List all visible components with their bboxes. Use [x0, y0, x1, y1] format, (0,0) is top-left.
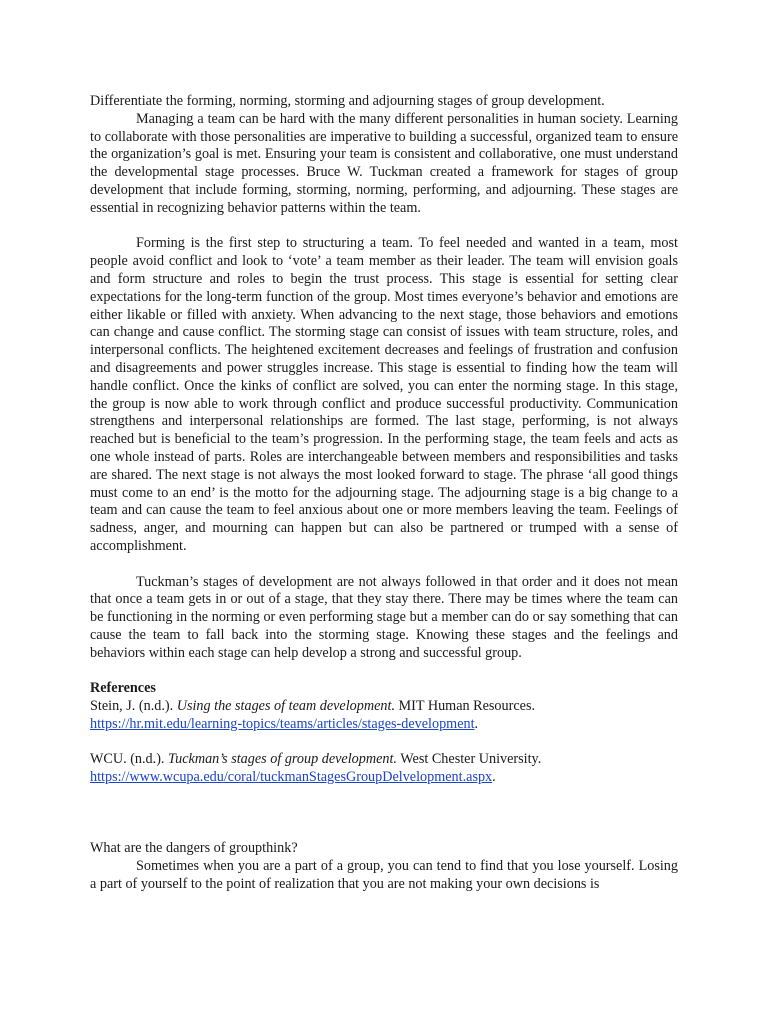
reference-author: WCU. (n.d.).: [90, 751, 165, 768]
reference-link-wcupa[interactable]: https://www.wcupa.edu/coral/tuckmanStagesGroupDelvelopment.aspx: [90, 769, 493, 786]
question-heading-stages: Differentiate the forming, norming, storming and adjourning stages of group development.: [90, 93, 605, 109]
reference-entry-stein: [90, 698, 678, 734]
document-page: [90, 93, 678, 894]
reference-author: Stein, J. (n.d.).: [90, 698, 174, 715]
body-paragraph-conclusion: Tuckman’s stages of development are not always followed in that order and it does not mean that once a team gets in or out of a stage, that they stay there. There may be times where the team can be functioning in the norming or even performing stage but a member can do or say something that can cause the team to fall back into the storming stage. Knowing these stages and the feelings and behaviors within each stage can help develop a strong and successful group.: [90, 573, 678, 661]
references-heading: References: [90, 680, 156, 697]
question-heading-groupthink: What are the dangers of groupthink?: [90, 840, 298, 857]
reference-entry-wcu: [90, 751, 678, 787]
body-paragraph-groupthink: Sometimes when you are a part of a group, you can tend to find that you lose yourself. Losing a part of yourself to the point of realization that you are not making your own decisions is: [90, 858, 678, 893]
reference-title: Tuckman’s stages of group development.: [168, 751, 397, 768]
reference-trailing-period: .: [474, 715, 479, 732]
reference-trailing-period: .: [492, 769, 496, 786]
body-paragraph-intro: Managing a team can be hard with the many different personalities in human society. Learning to collaborate with those personalities are imperative to building a successful, organized team to ensure the organization’s goal is met. Ensuring your team is consistent and collaborative, one must understand the developmental stage processes. Bruce W. Tuckman created a framework for stages of group development that include forming, storming, norming, performing, and adjourning. These stages are essential in recognizing behavior patterns within the team.: [90, 110, 678, 216]
reference-title: Using the stages of team development.: [176, 698, 395, 715]
reference-link-mit[interactable]: https://hr.mit.edu/learning-topics/teams/articles/stages-development: [90, 715, 475, 732]
body-paragraph-stages: Forming is the first step to structuring a team. To feel needed and wanted in a team, most people avoid conflict and look to ‘vote’ a team member as their leader. The team will envision goals and form structure and roles to begin the trust process. This stage is essential for setting clear expectations for the long-term function of the group. Most times everyone’s behavior and emotions are either likable or filled with anxiety. When advancing to the next stage, those behaviors and emotions can change and cause conflict. The storming stage can consist of issues with team structure, roles, and interpersonal conflicts. The heightened excitement decreases and feelings of frustration and confusion and disagreements and power struggles increase. This stage is essential to finding how the team will handle conflict. Once the kinks of conflict are solved, you can enter the norming stage. In this stage, the group is now able to work through conflict and produce successful productivity. Communication strengthens and interpersonal relationships are formed. The last stage, performing, is not always reached but is beneficial to the team’s progression. In the performing stage, the team feels and acts as one whole instead of parts. Roles are interchangeable between members and responsibilities and tasks are shared. The next stage is not always the most looked forward to stage. The phrase ‘all good things must come to an end’ is the motto for the adjourning stage. The adjourning stage is a big change to a team and can cause the team to feel anxious about one or more members leaving the team. Feelings of sadness, anger, and mourning can happen but can also be partnered or trumped with a sense of accomplishment.: [90, 235, 678, 554]
reference-publisher: MIT Human Resources.: [398, 698, 536, 715]
reference-publisher: West Chester University.: [400, 751, 542, 768]
